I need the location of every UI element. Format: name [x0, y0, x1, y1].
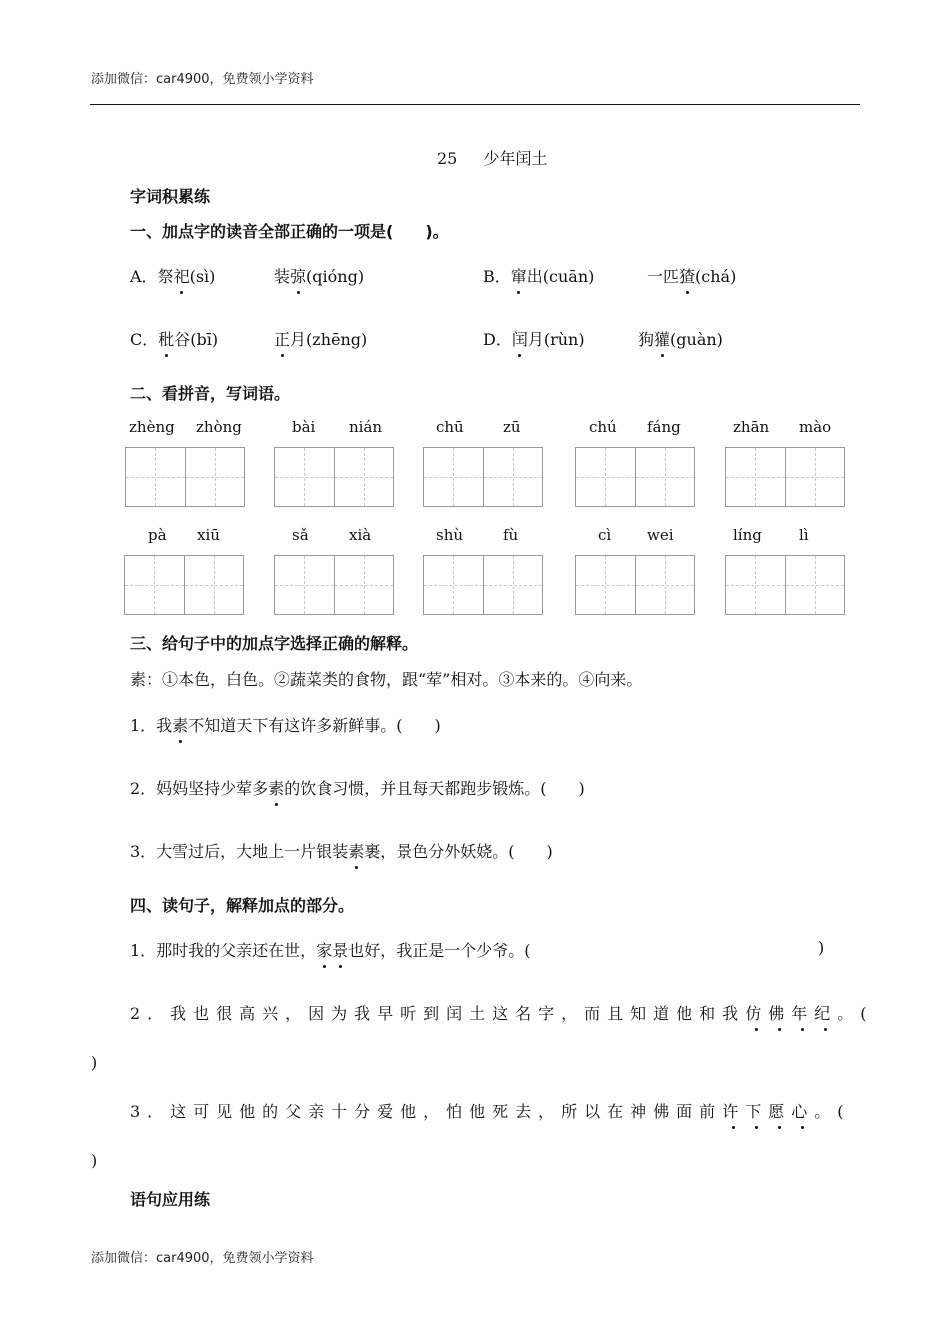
- pinyin: xià: [349, 526, 372, 544]
- pinyin: zhān: [733, 418, 770, 436]
- pinyin: lì: [799, 526, 809, 544]
- lesson-number: 25: [437, 149, 458, 168]
- q1-option-c[interactable]: C．秕谷(bī): [130, 327, 218, 350]
- pinyin: líng: [733, 526, 762, 544]
- dotted-char: 佛: [768, 1001, 791, 1024]
- writing-box[interactable]: [575, 447, 695, 507]
- dotted-char: 素: [348, 839, 364, 862]
- q2-heading: 二、看拼音，写词语。: [130, 384, 291, 403]
- q1-option-d[interactable]: D．闰月(rùn): [483, 327, 585, 350]
- q1-option-a[interactable]: A．祭祀(sì): [130, 264, 215, 287]
- q3-item-3[interactable]: 3．大雪过后，大地上一片银装素裹，景色分外妖娆。( ): [130, 839, 553, 862]
- pinyin: zū: [503, 418, 521, 436]
- writing-box[interactable]: [725, 447, 845, 507]
- lesson-title: 少年闰土: [483, 149, 548, 168]
- q1-heading: 一、加点字的读音全部正确的一项是( )。: [130, 222, 449, 241]
- q1-option-c-word2: 正月(zhēng): [274, 327, 367, 350]
- writing-box[interactable]: [423, 555, 543, 615]
- header-note: 添加微信：car4900，免费领小学资料: [91, 72, 314, 87]
- dotted-char: 素: [268, 776, 284, 799]
- dotted-char: 愿: [768, 1099, 791, 1122]
- q4-item-1-close: ): [818, 938, 825, 957]
- q4-item-3[interactable]: 3．这可见他的父亲十分爱他，怕他死去，所以在神佛面前许下愿心。(: [130, 1099, 851, 1122]
- dotted-char: 素: [172, 713, 188, 736]
- pinyin: chú: [589, 418, 617, 436]
- pinyin: wei: [647, 526, 674, 544]
- q3-definition: 素：①本色，白色。②蔬菜类的食物，跟“荤”相对。③本来的。④向来。: [130, 670, 643, 689]
- dotted-char: 纪: [814, 1001, 837, 1024]
- q1-option-d-word2: 狗獾(guàn): [638, 327, 723, 350]
- writing-box[interactable]: [274, 555, 394, 615]
- pinyin: shù: [436, 526, 464, 544]
- section-vocab: 字词积累练: [130, 187, 211, 206]
- pinyin: bài: [292, 418, 316, 436]
- section-usage: 语句应用练: [130, 1190, 211, 1209]
- dotted-char: 祀: [174, 264, 190, 287]
- writing-box[interactable]: [124, 555, 244, 615]
- pinyin: mào: [799, 418, 832, 436]
- dotted-char: 仿: [745, 1001, 768, 1024]
- pinyin: fáng: [647, 418, 681, 436]
- dotted-char: 正: [274, 327, 290, 350]
- q4-item-2-close: ): [91, 1053, 98, 1072]
- pinyin: pà: [148, 526, 167, 544]
- dotted-char: 年: [791, 1001, 814, 1024]
- pinyin: zhèng: [129, 418, 175, 436]
- dotted-char: 猹: [679, 264, 695, 287]
- footer-note: 添加微信：car4900，免费领小学资料: [91, 1251, 314, 1266]
- q4-item-1[interactable]: 1．那时我的父亲还在世，家景也好，我正是一个少爷。(: [130, 938, 530, 961]
- dotted-char: 秕: [158, 327, 174, 350]
- q4-item-3-close: ): [91, 1151, 98, 1170]
- q1-option-a-word2: 装弶(qióng): [274, 264, 364, 287]
- q4-item-2[interactable]: 2．我也很高兴，因为我早听到闰土这名字，而且知道他和我仿佛年纪。(: [130, 1001, 874, 1024]
- header-rule: [90, 104, 860, 105]
- dotted-char: 獾: [654, 327, 670, 350]
- writing-box[interactable]: [274, 447, 394, 507]
- writing-box[interactable]: [125, 447, 245, 507]
- dotted-char: 弶: [290, 264, 306, 287]
- q4-heading: 四、读句子，解释加点的部分。: [130, 896, 355, 915]
- pinyin: chū: [436, 418, 464, 436]
- page-title: [437, 146, 548, 169]
- dotted-char: 下: [745, 1099, 768, 1122]
- pinyin: nián: [349, 418, 383, 436]
- writing-box[interactable]: [575, 555, 695, 615]
- writing-box[interactable]: [423, 447, 543, 507]
- q3-item-2[interactable]: 2．妈妈坚持少荤多素的饮食习惯，并且每天都跑步锻炼。( ): [130, 776, 585, 799]
- q1-option-b-word2: 一匹猹(chá): [647, 264, 736, 287]
- dotted-char: 窜: [511, 264, 527, 287]
- q1-option-b[interactable]: B．窜出(cuān): [483, 264, 594, 287]
- dotted-char: 闰: [512, 327, 528, 350]
- q3-item-1[interactable]: 1．我素不知道天下有这许多新鲜事。( ): [130, 713, 441, 736]
- dotted-char: 心: [791, 1099, 814, 1122]
- pinyin: sǎ: [292, 526, 309, 544]
- q3-heading: 三、给句子中的加点字选择正确的解释。: [130, 634, 419, 653]
- pinyin: zhòng: [196, 418, 242, 436]
- dotted-char: 家: [316, 938, 332, 961]
- pinyin: cì: [598, 526, 612, 544]
- dotted-char: 许: [722, 1099, 745, 1122]
- pinyin: fù: [503, 526, 519, 544]
- pinyin: xiū: [197, 526, 220, 544]
- writing-box[interactable]: [725, 555, 845, 615]
- dotted-char: 景: [332, 938, 348, 961]
